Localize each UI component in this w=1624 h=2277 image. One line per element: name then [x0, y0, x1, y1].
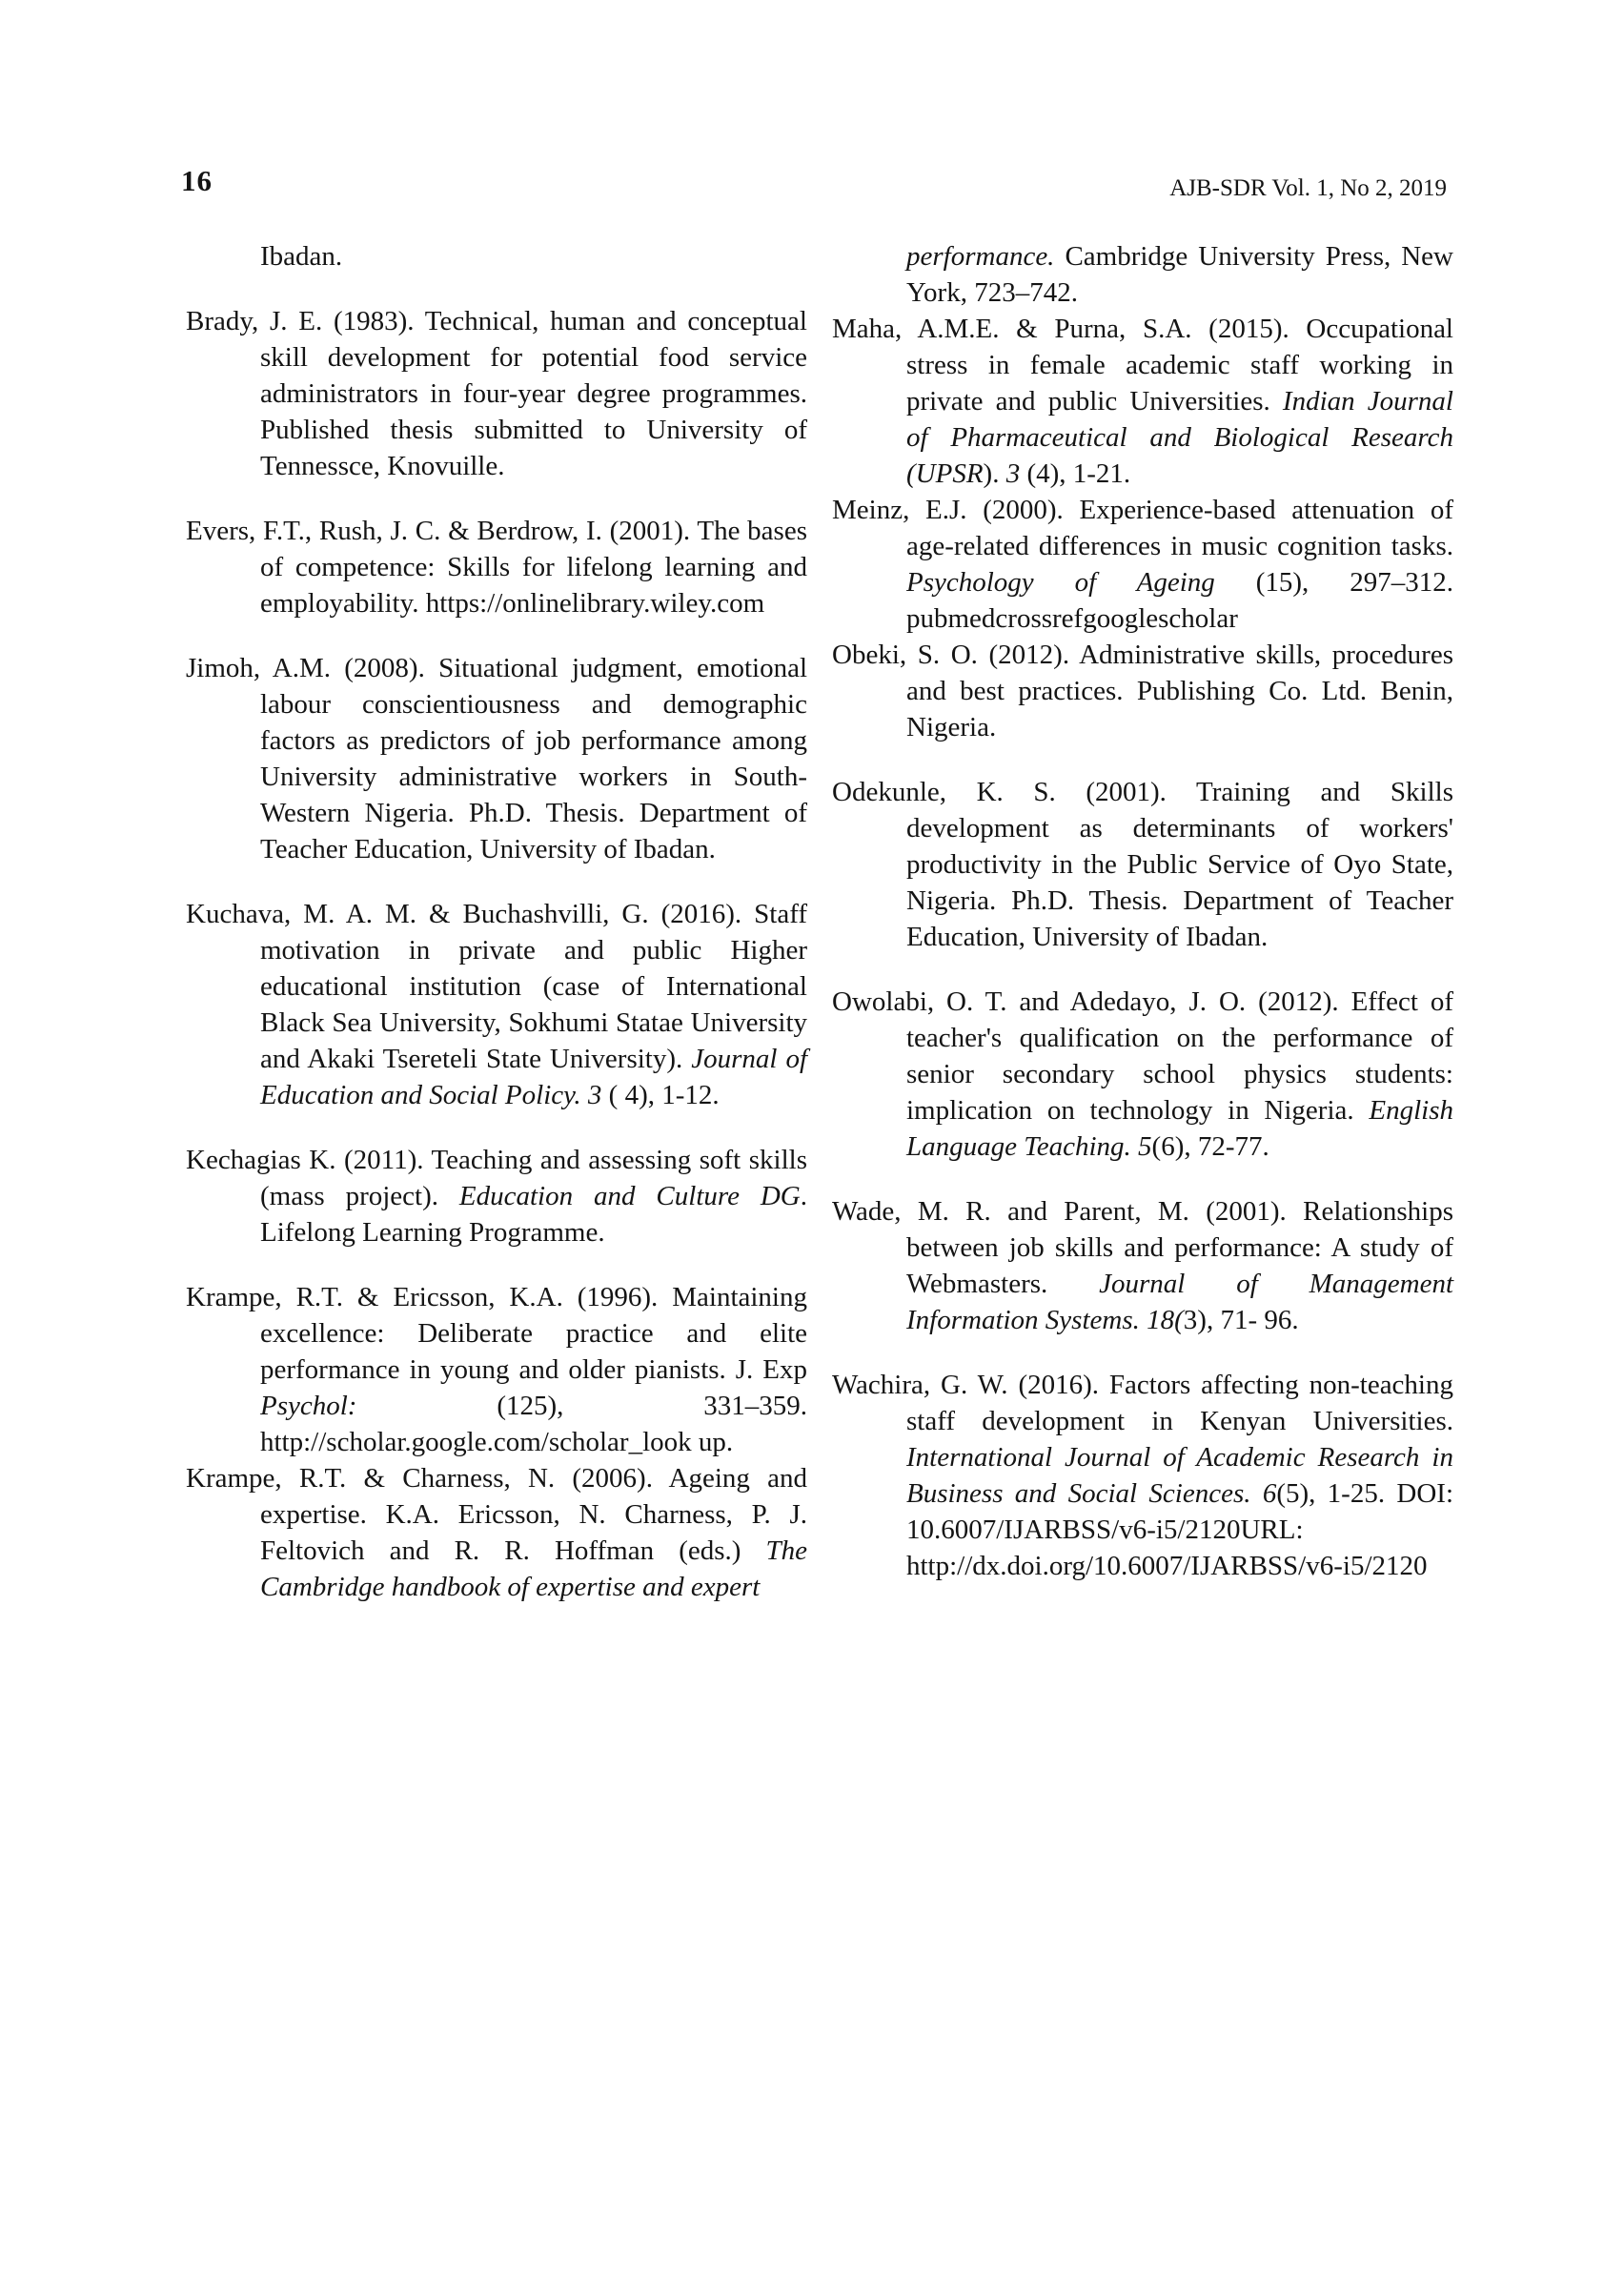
reference-segment: English Language Teaching. — [906, 1095, 1453, 1162]
reference-wade-parent-2001 — [832, 1193, 1453, 1338]
reference-segment: Krampe, R.T. & Ericsson, K.A. (1996). Maintaining excellence: Deliberate practice and elite performance in young and older pianists. J. Exp — [186, 1282, 807, 1385]
reference-segment: performance. — [906, 241, 1055, 272]
reference-segment: Meinz, E.J. (2000). Experience-based attenuation of age-related differences in music cognition tasks. — [832, 495, 1453, 561]
reference-segment: (6), 72-77. — [1151, 1131, 1269, 1162]
reference-segment: Cambridge University Press, New York, 723–742. — [906, 241, 1453, 308]
reference-segment: Owolabi, O. T. and Adedayo, J. O. (2012). Effect of teacher's qualification on the performance of senior secondary school physics students: implication on technology in Nigeria. — [832, 986, 1453, 1126]
reference-segment: 5 — [1138, 1131, 1152, 1162]
references-column-right — [832, 238, 1453, 1584]
references-column-left — [186, 238, 807, 1605]
reference-segment: Indian Journal of Pharmaceutical and Biological Research (UPSR — [906, 386, 1453, 489]
reference-segment: Brady, J. E. (1983). Technical, human and conceptual skill development for potential food service administrators in four-year degree programmes. Published thesis submitted to University of Tennessce, Knovuille. — [186, 306, 807, 481]
reference-segment: Krampe, R.T. & Charness, N. (2006). Ageing and expertise. K.A. Ericsson, N. Charness, P. J. Feltovich and R. R. Hoffman (eds.) — [186, 1463, 807, 1566]
reference-segment: (5), 1-25. DOI: 10.6007/IJARBSS/v6-i5/2120URL: http://dx.doi.org/10.6007/IJARBSS/v6-i5/2120 — [906, 1478, 1453, 1581]
reference-segment: (4), 1-21. — [1020, 458, 1131, 489]
reference-obeki-2012 — [832, 637, 1453, 745]
reference-owolabi-adedayo-2012 — [832, 984, 1453, 1165]
reference-segment: ( 4), 1-12. — [601, 1080, 720, 1110]
reference-segment: 3 — [1005, 458, 1021, 489]
reference-segment: Kuchava, M. A. M. & Buchashvilli, G. (2016). Staff motivation in private and public Higher educational institution (case of International Black Sea University, Sokhumi Statae University and Akaki Tsereteli State University). — [186, 899, 807, 1074]
reference-segment: Maha, A.M.E. & Purna, S.A. (2015). Occupational stress in female academic staff working in private and public Universities. — [832, 314, 1453, 417]
reference-segment: Jimoh, A.M. (2008). Situational judgment, emotional labour conscientiousness and demographic factors as predictors of job performance among University administrative workers in South-Western Nigeria. Ph.D. Thesis. Department of Teacher Education, University of Ibadan. — [186, 653, 807, 864]
reference-segment: Kechagias K. (2011). Teaching and assessing soft skills (mass project). — [186, 1145, 807, 1211]
reference-segment: ). — [983, 458, 1006, 489]
reference-segment: International Journal of Academic Research in Business and Social Sciences. — [906, 1442, 1453, 1509]
reference-kuchava-buchashvilli-2016 — [186, 896, 807, 1113]
reference-segment — [1251, 1478, 1263, 1509]
reference-segment: Education and Culture DG — [458, 1181, 801, 1211]
journal-header: AJB-SDR Vol. 1, No 2, 2019 — [1169, 175, 1447, 201]
reference-segment: Psychol: — [260, 1391, 357, 1421]
reference-segment: (15), 297–312. pubmedcrossrefgooglescholar — [906, 567, 1453, 634]
reference-segment — [1131, 1131, 1138, 1162]
reference-segment: Wade, M. R. and Parent, M. (2001). Relationships between job skills and performance: A study of Webmasters. — [832, 1196, 1453, 1299]
reference-segment: Obeki, S. O. (2012). Administrative skills, procedures and best practices. Publishing Co. Ltd. Benin, Nigeria. — [832, 640, 1453, 742]
reference-meinz-2000 — [832, 492, 1453, 637]
reference-segment: 3), 71- 96. — [1183, 1305, 1299, 1335]
reference-segment: Wachira, G. W. (2016). Factors affecting non-teaching staff development in Kenyan Universities. — [832, 1370, 1453, 1436]
reference-segment: Evers, F.T., Rush, J. C. & Berdrow, I. (2001). The bases of competence: Skills for lifelong learning and employability. https://onlinelibrary.wiley.com — [186, 516, 807, 619]
reference-kechagias-2011 — [186, 1142, 807, 1250]
reference-evers-rush-berdrow-2001 — [186, 513, 807, 621]
reference-krampe-ericsson-1996 — [186, 1279, 807, 1460]
reference-performance-fragment — [832, 238, 1453, 311]
reference-segment: (125), 331–359. http://scholar.google.com/scholar_look up. — [260, 1391, 807, 1457]
reference-krampe-charness-2006 — [186, 1460, 807, 1605]
reference-jimoh-2008 — [186, 650, 807, 867]
reference-ibadan-fragment — [186, 238, 807, 274]
reference-segment: Odekunle, K. S. (2001). Training and Skills development as determinants of workers' productivity in the Public Service of Oyo State, Nigeria. Ph.D. Thesis. Department of Teacher Education, University of Ibadan. — [832, 777, 1453, 952]
reference-segment: . Lifelong Learning Programme. — [260, 1181, 807, 1248]
references-section — [186, 238, 1453, 1605]
reference-segment: Journal of Education and Social Policy. 3 — [260, 1044, 807, 1110]
reference-segment: The Cambridge handbook of expertise and expert — [260, 1535, 807, 1602]
reference-odekunle-2001 — [832, 774, 1453, 955]
reference-segment: 6 — [1262, 1478, 1277, 1509]
page-number: 16 — [181, 164, 213, 197]
reference-brady-1983 — [186, 303, 807, 484]
reference-segment: Journal of Management Information Systems. 18( — [906, 1269, 1454, 1335]
reference-segment: Ibadan. — [260, 241, 343, 272]
reference-wachira-2016 — [832, 1367, 1453, 1584]
reference-segment: Psychology of Ageing — [906, 567, 1215, 598]
reference-maha-purna-2015 — [832, 311, 1453, 492]
